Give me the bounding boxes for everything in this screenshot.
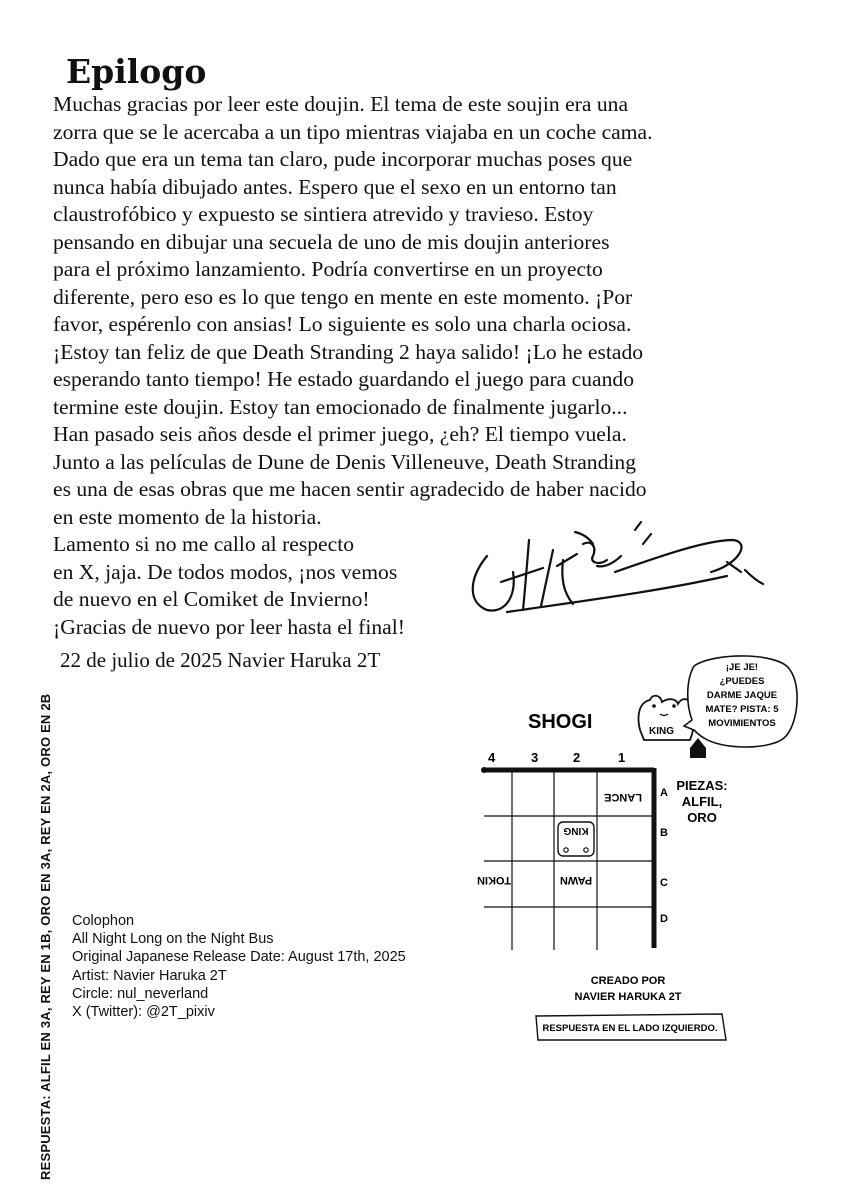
- body-line: favor, espérenlo con ansias! Lo siguiente es solo una charla ociosa.: [53, 312, 632, 336]
- colophon: [72, 912, 406, 1021]
- body-line: ¡Gracias de nuevo por leer hasta el final!: [53, 614, 405, 639]
- speech-line: ¡JE JE!: [725, 662, 759, 673]
- colophon-circle: Circle: nul_neverland: [72, 985, 209, 1002]
- piece-king: KING: [563, 825, 589, 836]
- colophon-twitter: X (Twitter): @2T_pixiv: [72, 1004, 215, 1021]
- body-line: Dado que era un tema tan claro, pude incorporar muchas poses que: [53, 147, 633, 171]
- colophon-release-date: Original Japanese Release Date: August 17th, 2025: [72, 949, 406, 966]
- column-label: 4: [488, 750, 496, 765]
- body-line: para el próximo lanzamiento. Podría convertirse en un proyecto: [53, 257, 603, 281]
- body-line: ¡Estoy tan feliz de que Death Stranding 2 haya salido! ¡Lo he estado: [53, 339, 644, 364]
- shogi-puzzle: [440, 650, 820, 1050]
- signature-date: 22 de julio de 2025 Navier Haruka 2T: [60, 648, 381, 672]
- body-line: Junto a las películas de Dune de Denis Villeneuve, Death Stranding: [53, 449, 636, 474]
- body-line: Han pasado seis años desde el primer juego, ¿eh? El tiempo vuela.: [53, 422, 627, 446]
- speech-line: MATE? PISTA: 5: [705, 704, 779, 715]
- speech-line: ¿PUEDES: [719, 676, 765, 687]
- colophon-title: All Night Long on the Night Bus: [72, 931, 274, 948]
- piece-pawn: PAWN: [559, 874, 593, 886]
- body-line: de nuevo en el Comiket de Invierno!: [53, 587, 370, 611]
- answer-note: RESPUESTA EN EL LADO IZQUIERDO.: [542, 1023, 718, 1034]
- piece-tokin: TOKIN: [476, 874, 512, 886]
- row-label: D: [660, 913, 668, 925]
- pieces-in-hand: ALFIL,: [681, 794, 723, 809]
- body-line: diferente, pero eso es lo que tengo en mente en este momento. ¡Por: [53, 284, 633, 309]
- body-line: termine este doujin. Estoy tan emocionado de finalmente jugarlo...: [53, 394, 628, 419]
- column-label: 3: [531, 750, 539, 765]
- colophon-artist: Artist: Navier Haruka 2T: [72, 967, 227, 984]
- piece-lance: LANCE: [604, 791, 642, 803]
- pieces-in-hand: PIEZAS:: [676, 778, 728, 793]
- epilogue-title: Epilogo: [66, 52, 207, 91]
- body-line: en X, jaja. De todos modos, ¡nos vemos: [53, 559, 398, 584]
- row-label: C: [660, 877, 668, 889]
- body-line: en este momento de la historia.: [53, 504, 322, 529]
- pieces-in-hand: ORO: [687, 810, 717, 825]
- body-line: pensando en dibujar una secuela de uno de mis doujin anteriores: [53, 229, 610, 254]
- body-line: Lamento si no me callo al respecto: [53, 532, 355, 556]
- frog-king-mascot: [638, 696, 693, 740]
- frog-king-label: KING: [649, 726, 674, 737]
- body-line: claustrofóbico y expuesto se sintiera atrevido y travieso. Estoy: [53, 202, 594, 226]
- body-line: nunca había dibujado antes. Espero que el sexo en un entorno tan: [53, 174, 617, 199]
- column-label: 1: [618, 750, 626, 765]
- speech-line: MOVIMIENTOS: [708, 718, 776, 729]
- puzzle-answer-vertical: RESPUESTA: ALFIL EN 3A, REY EN 1B, ORO EN 3A, REY EN 2A, ORO EN 2B: [38, 693, 53, 1180]
- body-line: Muchas gracias por leer este doujin. El tema de este soujin era una: [53, 92, 629, 116]
- handwritten-signature: [465, 510, 765, 625]
- body-line: es una de esas obras que me hacen sentir agradecido de haber nacido: [53, 477, 647, 501]
- body-line: zorra que se le acercaba a un tipo mientras viajaba en un coche cama.: [53, 119, 653, 144]
- speech-line: DARME JAQUE: [706, 690, 778, 701]
- column-label: 2: [573, 750, 581, 765]
- row-label: B: [660, 827, 668, 839]
- shogi-title: SHOGI: [528, 711, 593, 733]
- body-line: esperando tanto tiempo! He estado guardando el juego para cuando: [53, 367, 635, 391]
- puzzle-credit: CREADO POR: [590, 975, 666, 987]
- row-label: A: [660, 787, 668, 799]
- hand-piece-icon: [690, 738, 706, 758]
- colophon-heading: Colophon: [72, 913, 135, 929]
- speech-bubble: [684, 656, 797, 747]
- puzzle-credit: NAVIER HARUKA 2T: [574, 991, 682, 1003]
